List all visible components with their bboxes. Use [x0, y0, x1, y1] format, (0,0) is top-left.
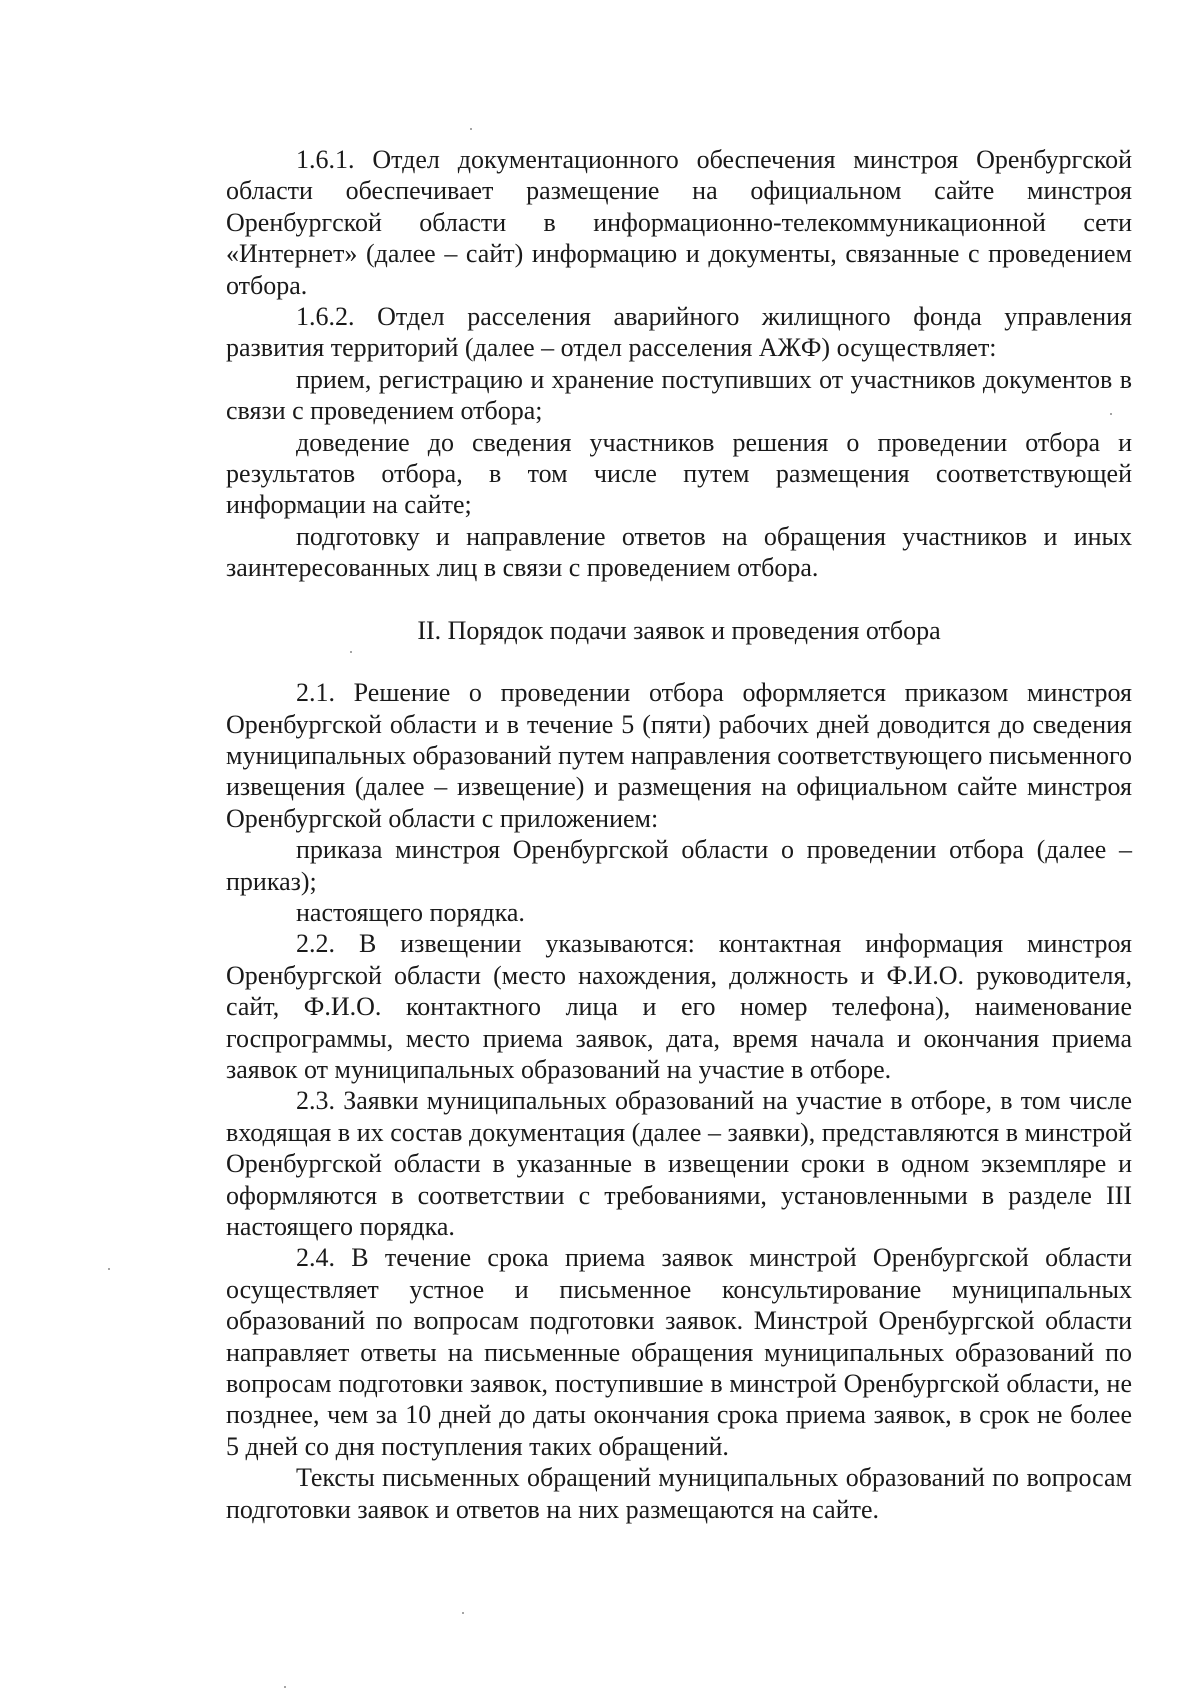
paragraph-texts: Тексты письменных обращений муниципальных образований по вопросам подготовки заявок и ответов на них размещаются на сайте.	[226, 1463, 1132, 1524]
document-body	[226, 144, 1132, 1525]
section-heading: II. Порядок подачи заявок и проведения отбора	[417, 615, 941, 645]
paragraph-2-2: 2.2. В извещении указываются: контактная информация минстроя Оренбургской области (место нахождения, должность и Ф.И.О. руководителя, сайт, Ф.И.О. контактного лица и его номер телефона), наименование госпрограммы, место приема заявок, дата, время начала и окончания приема заявок от муниципальных образований на участие в отборе.	[226, 929, 1132, 1084]
scan-speck	[470, 128, 472, 130]
paragraph-order: приказа минстроя Оренбургской области о проведении отбора (далее – приказ);	[226, 835, 1132, 896]
scan-speck	[284, 1686, 286, 1688]
paragraph-2-3: 2.3. Заявки муниципальных образований на участие в отборе, в том числе входящая в их состав документация (далее – заявки), представляются в минстрой Оренбургской области в указанные в извещении сроки в одном экземпляре и оформляются в соответствии с требованиями, установленными в разделе III настоящего порядка.	[226, 1086, 1132, 1241]
paragraph-2-4: 2.4. В течение срока приема заявок минстрой Оренбургской области осуществляет устное и письменное консультирование муниципальных образований по вопросам подготовки заявок. Минстрой Оренбургской области направляет ответы на письменные обращения муниципальных образований по вопросам подготовки заявок, поступившие в минстрой Оренбургской области, не позднее, чем за 10 дней до даты окончания срока приема заявок, в срок не более 5 дней со дня поступления таких обращений.	[226, 1243, 1132, 1461]
paragraph-1-6-2: 1.6.2. Отдел расселения аварийного жилищного фонда управления развития территорий (далее – отдел расселения АЖФ) осуществляет:	[226, 302, 1132, 363]
scan-speck	[108, 1268, 110, 1270]
paragraph-2-1: 2.1. Решение о проведении отбора оформляется приказом минстроя Оренбургской области и в течение 5 (пяти) рабочих дней доводится до сведения муниципальных образований путем направления соответствующего письменного извещения (далее – извещение) и размещения на официальном сайте минстроя Оренбургской области с приложением:	[226, 678, 1132, 833]
paragraph-responses: подготовку и направление ответов на обращения участников и иных заинтересованных лиц в связи с проведением отбора.	[226, 521, 1132, 583]
scan-speck	[462, 1612, 464, 1614]
paragraph-notification: доведение до сведения участников решения о проведении отбора и результатов отбора, в том числе путем размещения соответствующей информации на сайте;	[226, 427, 1132, 520]
paragraph-procedure: настоящего порядка.	[296, 897, 525, 927]
paragraph-reception: прием, регистрацию и хранение поступивших от участников документов в связи с проведением отбора;	[226, 364, 1132, 426]
paragraph-1-6-1: 1.6.1. Отдел документационного обеспечения минстроя Оренбургской области обеспечивает размещение на официальном сайте минстроя Оренбургской области в информационно-телекоммуникационной сети «Интернет» (далее – сайт) информацию и документы, связанные с проведением отбора.	[226, 145, 1132, 300]
